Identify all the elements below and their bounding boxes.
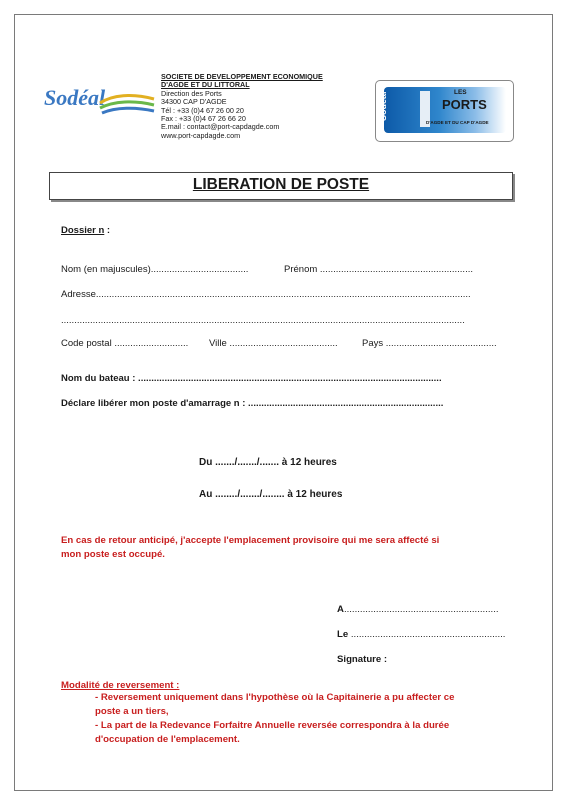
signature-label: Signature : [337, 654, 388, 665]
prenom-field[interactable]: Prénom .......................................................... [284, 264, 473, 275]
sodeal-logo-mark [42, 83, 158, 123]
pays-field[interactable]: Pays .......................................... [362, 338, 497, 349]
adresse-line2-field[interactable]: ......................................................................................................................................................... [61, 315, 465, 326]
date-au-field[interactable]: Au ......../......./........ à 12 heures [199, 489, 343, 500]
date-du-field[interactable]: Du ......./......./....... à 12 heures [199, 457, 337, 468]
company-department: Direction des Ports [161, 88, 222, 98]
modalite-line-3: - La part de la Redevance Forfaitre Annuelle reversée correspondra à la durée [95, 720, 450, 731]
lieu-field[interactable] [337, 604, 499, 615]
date-signature-field[interactable] [337, 629, 505, 640]
lieu-label: A [337, 604, 344, 615]
ville-field[interactable]: Ville ......................................... [209, 338, 338, 349]
lieu-dots: .......................................................... [343, 604, 499, 615]
company-name-line1: SOCIETE DE DEVELOPPEMENT ECONOMIQUE [161, 72, 323, 81]
dossier-label [61, 225, 110, 236]
company-details [161, 73, 381, 140]
nom-field[interactable]: Nom (en majuscules)..................................... [61, 264, 249, 275]
badge-ports: PORTS [442, 97, 487, 112]
badge-les: LES [454, 89, 467, 96]
page-title: LIBERATION DE POSTE [192, 176, 370, 193]
badge-vertical-logo: Sodéal [378, 91, 388, 121]
poste-amarrage-field[interactable]: Déclare libérer mon poste d'amarrage n : .......................................................................... [61, 398, 444, 409]
company-website: www.port-capdagde.com [161, 130, 241, 140]
modalite-line-4: d'occupation de l'emplacement. [95, 734, 240, 745]
code-postal-field[interactable]: Code postal ............................ [61, 338, 189, 349]
sodeal-logo [42, 83, 158, 123]
company-postcode: 34300 CAP D'AGDE [161, 97, 227, 107]
logo-text: Sodéal [44, 85, 106, 110]
date-signature-label: Le [337, 629, 349, 640]
badge-subtitle: D'AGDE ET DU CAP D'AGDE [426, 120, 489, 125]
ports-badge [375, 80, 514, 142]
dossier-colon: : [104, 225, 111, 236]
dossier-label-text: Dossier n [61, 225, 105, 236]
modalite-line-2: poste a un tiers, [95, 706, 169, 717]
title-box [49, 172, 513, 200]
adresse-field[interactable]: Adresse.............................................................................................................................................. [61, 289, 471, 300]
company-fax: Fax : +33 (0)4 67 26 66 20 [161, 114, 246, 124]
modalite-title: Modalité de reversement : [61, 680, 180, 691]
modalite-line-1: - Reversement uniquement dans l'hypothèse où la Capitainerie a pu affecter ce [95, 692, 455, 703]
company-phone: Tél : +33 (0)4 67 26 00 20 [161, 105, 244, 115]
company-email: E.mail : contact@port-capdagde.com [161, 122, 280, 132]
date-signature-dots: .......................................................... [350, 629, 506, 640]
company-name-line2: D'AGDE ET DU LITTORAL [161, 80, 250, 90]
notice-line-2: mon poste est occupé. [61, 549, 165, 560]
notice-line-1: En cas de retour anticipé, j'accepte l'emplacement provisoire qui me sera affecté si [61, 535, 440, 546]
nom-bateau-field[interactable]: Nom du bateau : ................................................................................................................... [61, 373, 442, 384]
